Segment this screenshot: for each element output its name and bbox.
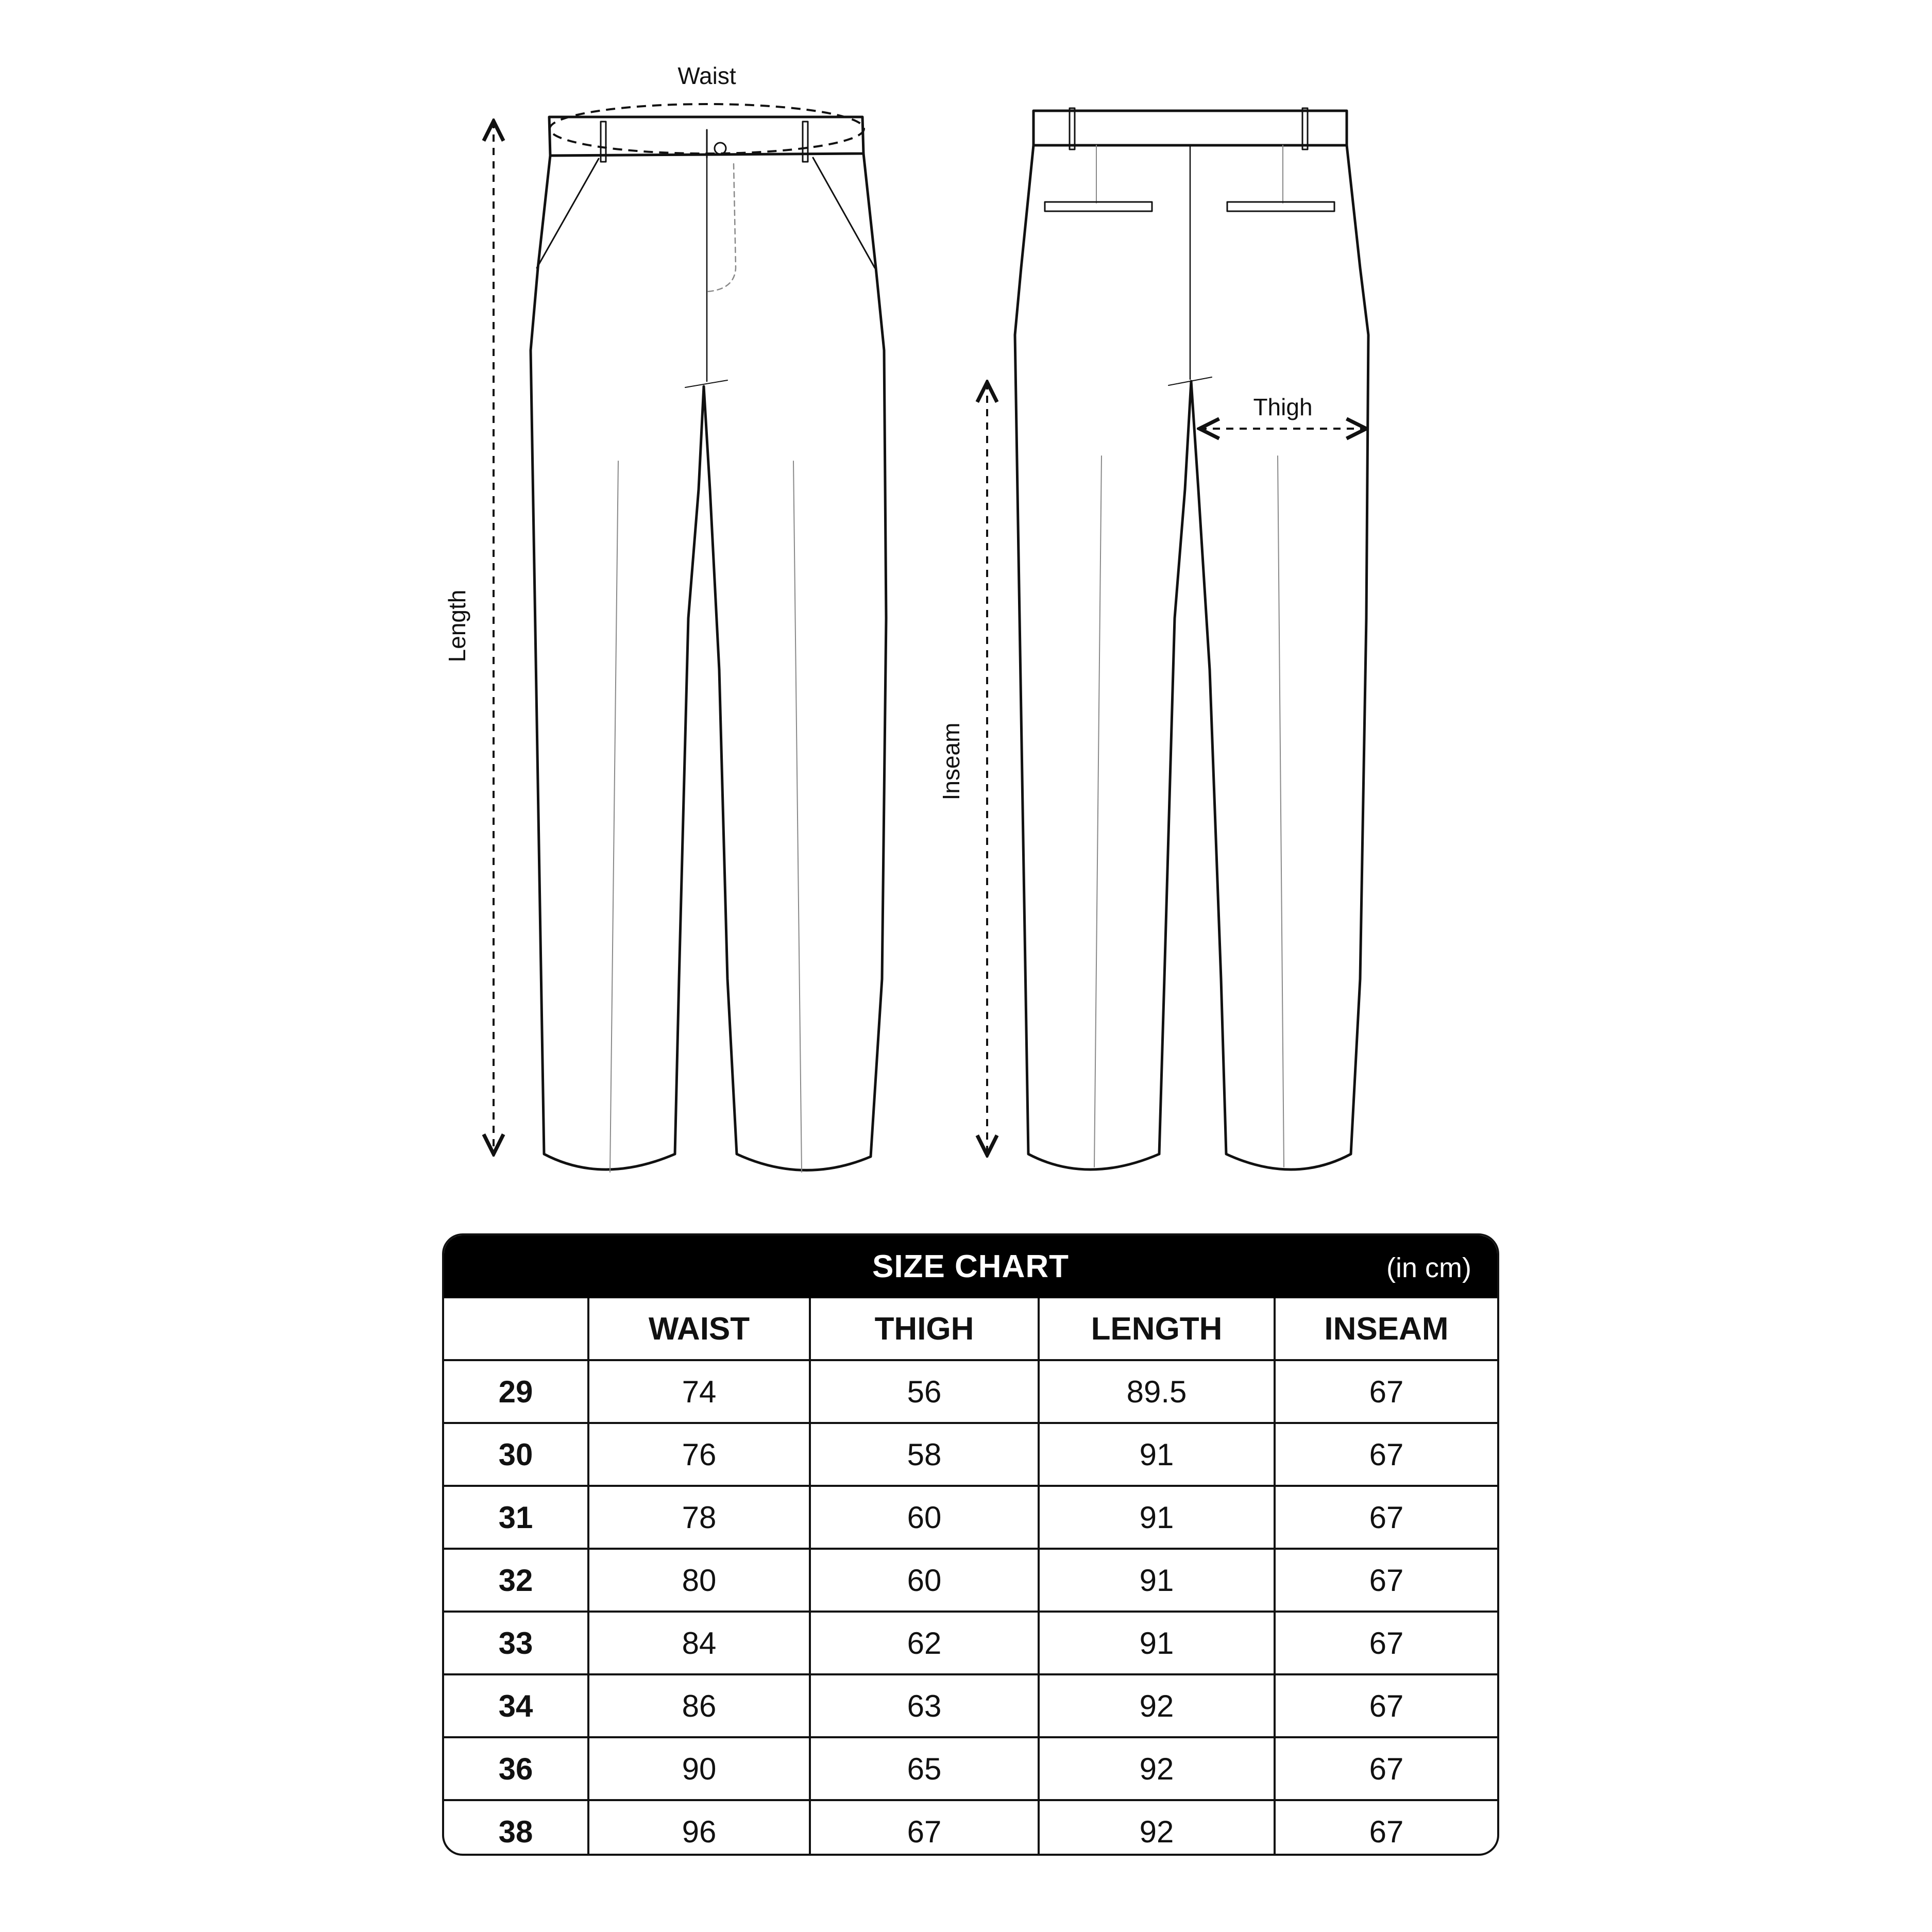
waist-cell: 84 [588,1612,810,1674]
back-silhouette [1015,145,1368,1170]
size-cell: 32 [444,1549,588,1612]
thigh-cell: 65 [810,1737,1039,1800]
inseam-cell: 67 [1275,1612,1497,1674]
thigh-label: Thigh [1253,394,1313,420]
front-belt-loop-right [803,122,808,162]
size-chart-unit: (in cm) [1386,1252,1471,1283]
thigh-measurement [1199,394,1366,429]
size-cell: 38 [444,1800,588,1856]
front-crease-right [793,461,802,1172]
front-pocket-left [537,159,599,268]
length-cell: 91 [1039,1423,1275,1486]
size-chart-title: SIZE CHART [872,1249,1069,1284]
inseam-cell: 67 [1275,1423,1497,1486]
back-crease-right [1278,456,1284,1167]
back-crease-left [1094,456,1101,1167]
length-cell: 89.5 [1039,1360,1275,1423]
front-view-trousers [531,117,886,1172]
length-label: Length [444,589,470,663]
table-row [444,1612,1497,1674]
table-row [444,1360,1497,1423]
size-table-header-row [444,1298,1497,1360]
column-header-waist: WAIST [588,1298,810,1360]
length-cell: 91 [1039,1612,1275,1674]
inseam-cell: 67 [1275,1360,1497,1423]
size-table [444,1298,1497,1856]
front-crease-left [610,461,618,1172]
table-row [444,1674,1497,1737]
table-row [444,1800,1497,1856]
length-cell: 91 [1039,1549,1275,1612]
thigh-cell: 60 [810,1486,1039,1549]
thigh-cell: 62 [810,1612,1039,1674]
inseam-cell: 67 [1275,1674,1497,1737]
back-pocket-left [1045,202,1152,211]
thigh-cell: 58 [810,1423,1039,1486]
front-silhouette [531,154,886,1170]
inseam-cell: 67 [1275,1486,1497,1549]
size-cell: 29 [444,1360,588,1423]
length-cell: 92 [1039,1737,1275,1800]
waist-cell: 76 [588,1423,810,1486]
front-fly-stitch [707,164,736,292]
size-cell: 34 [444,1674,588,1737]
size-table-body [444,1360,1497,1856]
table-row [444,1486,1497,1549]
size-cell: 33 [444,1612,588,1674]
size-cell: 30 [444,1423,588,1486]
size-chart [442,1233,1499,1856]
size-cell: 31 [444,1486,588,1549]
inseam-cell: 67 [1275,1737,1497,1800]
thigh-cell: 60 [810,1549,1039,1612]
column-header-size [444,1298,588,1360]
back-waistband [1033,111,1347,145]
length-cell: 91 [1039,1486,1275,1549]
back-pocket-right [1227,202,1334,211]
column-header-inseam: INSEAM [1275,1298,1497,1360]
waist-cell: 80 [588,1549,810,1612]
column-header-length: LENGTH [1039,1298,1275,1360]
waist-cell: 74 [588,1360,810,1423]
inseam-label: Inseam [938,722,964,801]
inseam-cell: 67 [1369,1814,1404,1849]
column-header-thigh: THIGH [810,1298,1039,1360]
waist-cell: 90 [588,1737,810,1800]
waist-cell: 96 [588,1800,810,1856]
thigh-cell: 67 [810,1800,1039,1856]
waist-cell: 86 [588,1674,810,1737]
back-view-trousers [1015,108,1368,1170]
waist-cell: 78 [588,1486,810,1549]
length-measurement [444,121,494,1154]
inseam-measurement [938,382,987,1155]
back-belt-loop-right [1302,108,1308,149]
thigh-cell: 63 [810,1674,1039,1737]
thigh-cell: 56 [810,1360,1039,1423]
inseam-cell: 67 [1275,1549,1497,1612]
table-row [444,1549,1497,1612]
length-cell: 92 [1039,1800,1275,1856]
table-row [444,1423,1497,1486]
back-belt-loop-left [1070,108,1075,149]
waist-label: Waist [677,62,736,89]
size-chart-header [444,1235,1497,1298]
size-cell: 36 [444,1737,588,1800]
table-row [444,1737,1497,1800]
front-button [715,143,726,154]
length-cell: 92 [1039,1674,1275,1737]
